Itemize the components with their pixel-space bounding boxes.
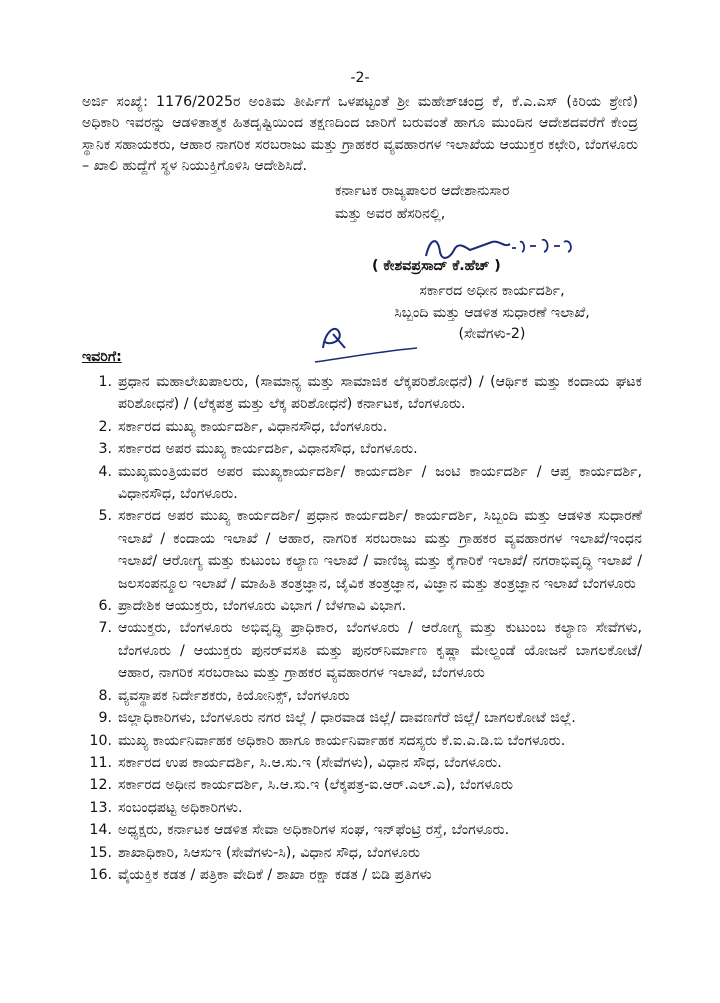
list-item-text: ಆಯುಕ್ತರು, ಬೆಂಗಳೂರು ಅಭಿವೃದ್ಧಿ ಪ್ರಾಧಿಕಾರ, ಬೆಂಗಳೂರು / ಆರೋಗ್ಯ ಮತ್ತು ಕುಟುಂಬ ಕಲ್ಯಾಣ ಸೇವೆಗಳು, ಬೆಂಗಳೂರು / ಆಯುಕ್ತರು ಪುನರ್‌ವಸತಿ ಮತ್ತು ಪುನರ್‌ನಿರ್ಮಾಣ ಕೃಷ್ಣಾ ಮೇಲ್ದಂಡೆ ಯೋಜನೆ ಬಾಗಲಕೋಟೆ/ ಆಹಾರ, ನಾಗರಿಕ ಸರಬರಾಜು ಮತ್ತು ಗ್ರಾಹಕರ ವ್ಯವಹಾರಗಳ ಇಲಾಖೆ, ಬೆಂಗಳೂರು — [118, 620, 642, 682]
list-item — [82, 461, 642, 506]
list-item-text: ಅಧ್ಯಕ್ಷರು, ಕರ್ನಾಟಕ ಆಡಳಿತ ಸೇವಾ ಅಧಿಕಾರಿಗಳ ಸಂಘ, ಇನ್‌ಫೆಂಟ್ರಿ ರಸ್ತೆ, ಬೆಂಗಳೂರು. — [118, 822, 510, 839]
list-item-number: 5. — [98, 508, 112, 525]
list-item-text: ಶಾಖಾಧಿಕಾರಿ, ಸಿಆಸುಇ (ಸೇವೆಗಳು-ಸಿ), ವಿಧಾನ ಸೌಧ, ಬೆಂಗಳೂರು — [118, 844, 421, 861]
list-item-number: 10. — [89, 732, 112, 749]
initials-signature — [305, 318, 425, 368]
list-item-text: ಮುಖ್ಯ ಕಾರ್ಯನಿರ್ವಾಹಕ ಅಧಿಕಾರಿ ಹಾಗೂ ಕಾರ್ಯನಿರ್ವಾಹಕ ಸದಸ್ಯರು ಕೆ.ಐ.ಎ.ಡಿ.ಬಿ ಬೆಂಗಳೂರು. — [118, 732, 566, 749]
list-item — [82, 617, 642, 684]
list-item-text: ಸರ್ಕಾರದ ಮುಖ್ಯ ಕಾರ್ಯದರ್ಶಿ, ವಿಧಾನಸೌಧ, ಬೆಂಗಳೂರು. — [118, 418, 388, 435]
list-item — [82, 707, 642, 729]
closing-block — [335, 180, 510, 226]
closing-line-2: ಮತ್ತು ಅವರ ಹೆಸರಿನಲ್ಲಿ, — [335, 206, 446, 222]
list-item-text: ಸರ್ಕಾರದ ಅಪರ ಮುಖ್ಯ ಕಾರ್ಯದರ್ಶಿ, ವಿಧಾನಸೌಧ, ಬೆಂಗಳೂರು. — [118, 441, 418, 458]
list-item-number: 15. — [89, 844, 112, 861]
signer-designation: ಸರ್ಕಾರದ ಅಧೀನ ಕಾರ್ಯದರ್ಶಿ, — [419, 283, 565, 299]
list-item-text: ಸಂಬಂಧಪಟ್ಟ ಅಧಿಕಾರಿಗಳು. — [118, 799, 243, 816]
list-item — [82, 774, 642, 796]
list-item — [82, 752, 642, 774]
list-item — [82, 416, 642, 438]
list-item-number: 16. — [89, 866, 112, 883]
signer-section: (ಸೇವೆಗಳು-2) — [458, 326, 526, 342]
list-item — [82, 864, 642, 886]
recipient-list — [82, 371, 642, 886]
list-item-text: ಮುಖ್ಯಮಂತ್ರಿಯವರ ಅಪರ ಮುಖ್ಯಕಾರ್ಯದರ್ಶಿ/ ಕಾರ್ಯದರ್ಶಿ / ಜಂಟಿ ಕಾರ್ಯದರ್ಶಿ / ಆಪ್ತ ಕಾರ್ಯದರ್ಶಿ, ವಿಧಾನಸೌಧ, ಬೆಂಗಳೂರು. — [118, 463, 642, 503]
list-item-number: 11. — [89, 754, 112, 771]
list-item-text: ವ್ಯವಸ್ಥಾಪಕ ನಿರ್ದೇಶಕರು, ಕಿಯೋನಿಕ್ಸ್, ಬೆಂಗಳೂರು — [118, 687, 350, 704]
list-item-number: 1. — [98, 374, 112, 390]
list-item-number: 12. — [89, 777, 112, 794]
list-item-text: ಸರ್ಕಾರದ ಉಪ ಕಾರ್ಯದರ್ಶಿ, ಸಿ.ಆ.ಸು.ಇ (ಸೇವೆಗಳು), ವಿಧಾನ ಸೌಧ, ಬೆಂಗಳೂರು. — [118, 754, 502, 771]
list-item-text: ಸರ್ಕಾರದ ಅಪರ ಮುಖ್ಯ ಕಾರ್ಯದರ್ಶಿ/ ಪ್ರಧಾನ ಕಾರ್ಯದರ್ಶಿ/ ಕಾರ್ಯದರ್ಶಿ, ಸಿಬ್ಬಂದಿ ಮತ್ತು ಆಡಳಿತ ಸುಧಾರಣೆ ಇಲಾಖೆ / ಕಂದಾಯ ಇಲಾಖೆ / ಆಹಾರ, ನಾಗರಿಕ ಸರಬರಾಜು ಮತ್ತು ಗ್ರಾಹಕರ ವ್ಯವಹಾರಗಳ ಇಲಾಖೆ/ಇಂಧನ ಇಲಾಖೆ/ ಆರೋಗ್ಯ ಮತ್ತು ಕುಟುಂಬ ಕಲ್ಯಾಣ ಇಲಾಖೆ / ವಾಣಿಜ್ಯ ಮತ್ತು ಕೈಗಾರಿಕೆ ಇಲಾಖೆ/ ನಗರಾಭಿವೃದ್ಧಿ ಇಲಾಖೆ / ಜಲಸಂಪನ್ಮೂಲ ಇಲಾಖೆ / ಮಾಹಿತಿ ತಂತ್ರಜ್ಞಾನ, ಜೈವಿಕ ತಂತ್ರಜ್ಞಾನ, ವಿಜ್ಞಾನ ಮತ್ತು ತಂತ್ರಜ್ಞಾನ ಇಲಾಖೆ ಬೆಂಗಳೂರು — [118, 508, 642, 592]
list-item-number: 14. — [89, 822, 112, 839]
list-item — [82, 819, 642, 841]
recipients-heading: ಇವರಿಗೆ: — [82, 349, 122, 365]
list-item — [82, 797, 642, 819]
list-item-text: ವೈಯಕ್ತಿಕ ಕಡತ / ಪತ್ರಿಕಾ ವೇದಿಕೆ / ಶಾಖಾ ರಕ್ಷಾ ಕಡತ / ಬಿಡಿ ಪ್ರತಿಗಳು — [118, 866, 432, 883]
list-item-number: 8. — [98, 687, 112, 704]
closing-line-1: ಕರ್ನಾಟಕ ರಾಜ್ಯಪಾಲರ ಆದೇಶಾನುಸಾರ — [335, 183, 510, 199]
page-number: -2- — [350, 70, 370, 86]
list-item — [82, 371, 642, 416]
signer-name: ( ಕೇಶವಪ್ರಸಾದ್ ಕೆ.ಹೆಚ್ ) — [372, 258, 501, 274]
list-item — [82, 595, 642, 617]
list-item — [82, 438, 642, 460]
list-item-text: ಪ್ರಧಾನ ಮಹಾಲೇಖಪಾಲರು, (ಸಾಮಾನ್ಯ ಮತ್ತು ಸಾಮಾಜಿಕ ಲೆಕ್ಕಪರಿಶೋಧನೆ) / (ಆರ್ಥಿಕ ಮತ್ತು ಕಂದಾಯ ಘಟಕ ಪರಿಶೋಧನೆ) / (ಲೆಕ್ಕಪತ್ರ ಮತ್ತು ಲೆಕ್ಕ ಪರಿಶೋಧನೆ) ಕರ್ನಾಟಕ, ಬೆಂಗಳೂರು. — [118, 374, 642, 413]
signer-department: ಸಿಬ್ಬಂದಿ ಮತ್ತು ಆಡಳಿತ ಸುಧಾರಣೆ ಇಲಾಖೆ, — [394, 304, 590, 321]
list-item — [82, 730, 642, 752]
list-item-number: 13. — [89, 799, 112, 816]
list-item — [82, 842, 642, 864]
list-item-number: 7. — [98, 620, 112, 637]
order-paragraph: ಅರ್ಜಿ ಸಂಖ್ಯೆ: 1176/2025ರ ಅಂತಿಮ ತೀರ್ಪಿಗೆ ಒಳಪಟ್ಟಂತೆ ಶ್ರೀ ಮಹೇಶ್‌ಚಂದ್ರ ಕೆ, ಕೆ.ಎ.ಎಸ್ (ಕಿರಿಯ ಶ್ರೇಣಿ) ಅಧಿಕಾರಿ ಇವರನ್ನು ಆಡಳಿತಾತ್ಮಕ ಹಿತದೃಷ್ಟಿಯಿಂದ ತಕ್ಷಣದಿಂದ ಜಾರಿಗೆ ಬರುವಂತೆ ಹಾಗೂ ಮುಂದಿನ ಆದೇಶದವರೆಗೆ ಕೇಂದ್ರ ಸ್ಥಾನಿಕ ಸಹಾಯಕರು, ಆಹಾರ ನಾಗರಿಕ ಸರಬರಾಜು ಮತ್ತು ಗ್ರಾಹಕರ ವ್ಯವಹಾರಗಳ ಇಲಾಖೆಯ ಆಯುಕ್ತರ ಕಛೇರಿ, ಬೆಂಗಳೂರು – ಖಾಲಿ ಹುದ್ದೆಗೆ ಸ್ಥಳ ನಿಯುಕ್ತಿಗೊಳಿಸಿ ಆದೇಶಿಸಿದೆ. — [82, 94, 638, 175]
list-item-number: 4. — [98, 463, 112, 480]
list-item — [82, 685, 642, 707]
list-item-text: ಸರ್ಕಾರದ ಅಧೀನ ಕಾರ್ಯದರ್ಶಿ, ಸಿ.ಆ.ಸು.ಇ (ಲೆಕ್ಕಪತ್ರ-ಐ.ಆರ್.ಎಲ್.ಎ), ಬೆಂಗಳೂರು — [118, 777, 513, 794]
list-item-number: 9. — [98, 710, 112, 727]
list-item-text: ಪ್ರಾದೇಶಿಕ ಆಯುಕ್ತರು, ಬೆಂಗಳೂರು ವಿಭಾಗ / ಬೆಳಗಾವಿ ವಿಭಾಗ. — [118, 598, 407, 615]
list-item-text: ಜಿಲ್ಲಾಧಿಕಾರಿಗಳು, ಬೆಂಗಳೂರು ನಗರ ಜಿಲ್ಲೆ / ಧಾರವಾಡ ಜಿಲ್ಲೆ/ ದಾವಣಗೆರೆ ಜಿಲ್ಲೆ/ ಬಾಗಲಕೋಟೆ ಜಿಲ್ಲೆ. — [118, 710, 576, 727]
list-item — [82, 505, 642, 595]
list-item-number: 3. — [98, 441, 112, 458]
list-item-number: 6. — [98, 598, 112, 615]
list-item-number: 2. — [98, 418, 112, 435]
